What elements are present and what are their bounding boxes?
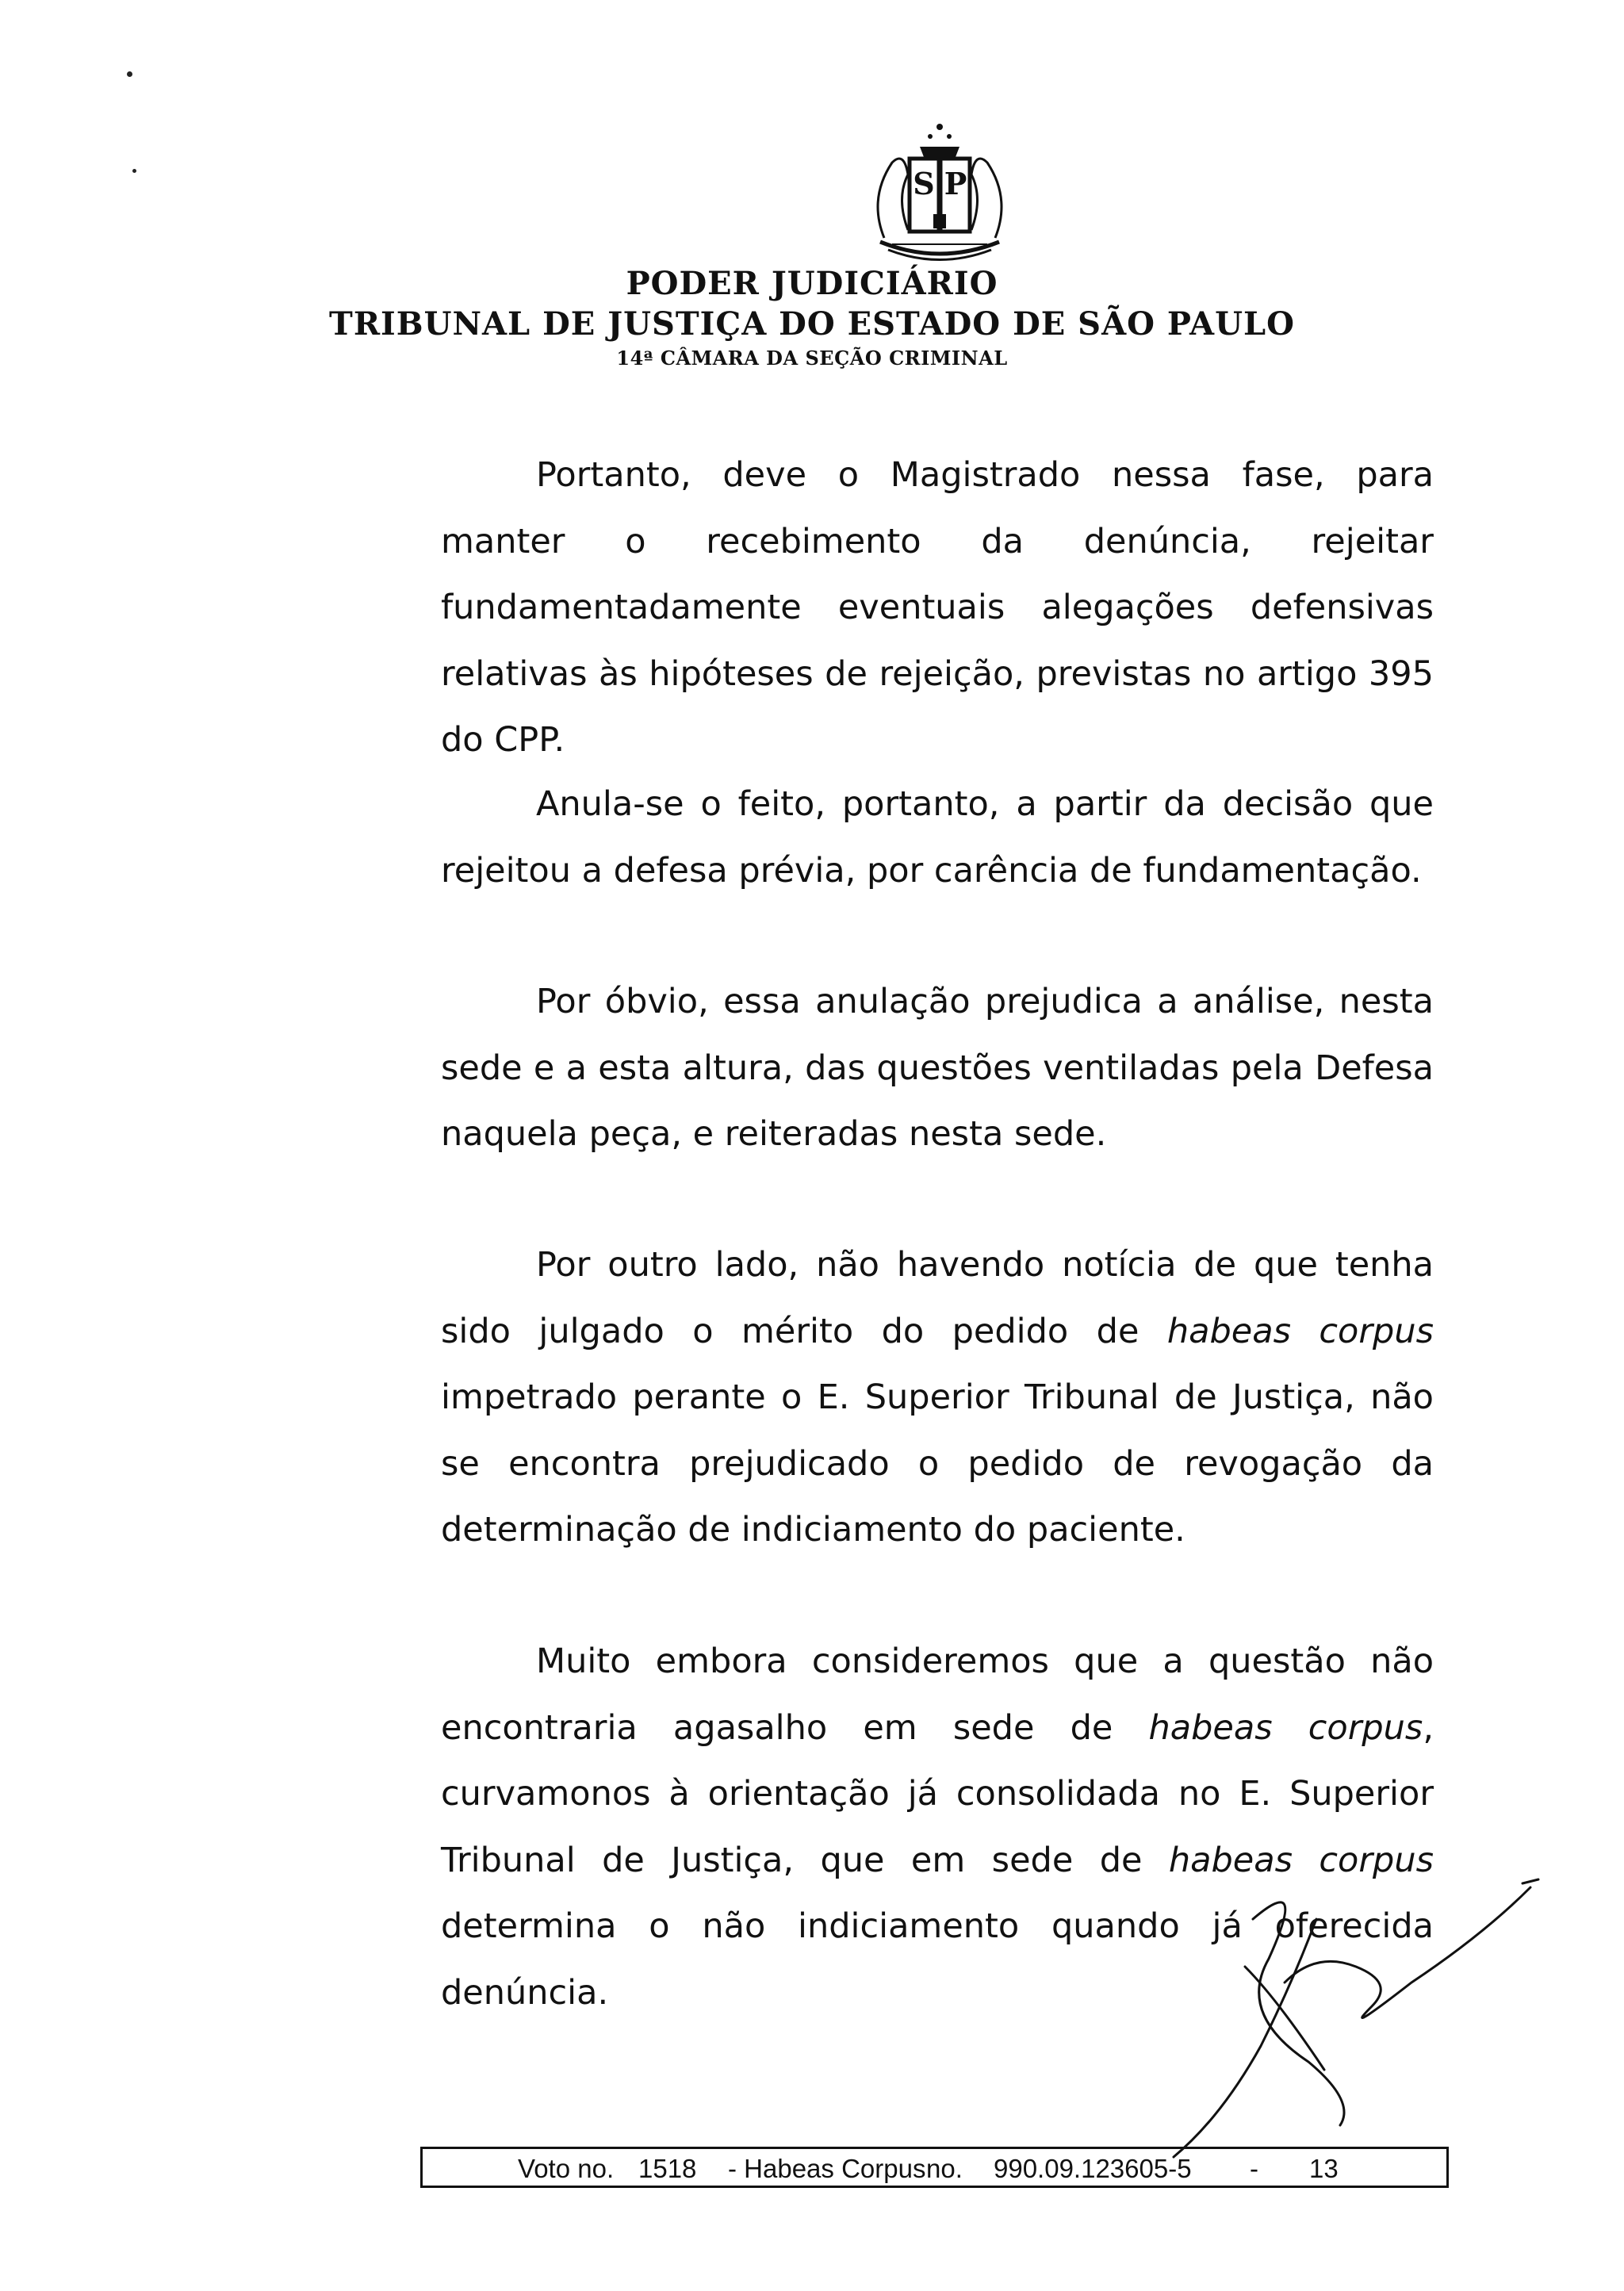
header-camara: 14ª CÂMARA DA SEÇÃO CRIMINAL (616, 347, 1008, 370)
scan-speck (132, 169, 136, 173)
header-tribunal: TRIBUNAL DE JUSTIÇA DO ESTADO DE SÃO PAULO (329, 305, 1295, 343)
svg-text:P: P (944, 166, 967, 201)
paragraph-text: Por óbvio, essa anulação prejudica a análise, nesta sede e a esta altura, das questões ventiladas pela Defesa naquela peça, e reiteradas nesta sede. (441, 982, 1434, 1154)
paragraph (441, 1232, 1434, 1564)
italic-term: habeas corpus (1148, 1707, 1423, 1748)
header-poder-judiciario: PODER JUDICIÁRIO (626, 265, 998, 302)
footer-voto-number: 1518 (638, 2154, 697, 2183)
italic-term: habeas corpus (1168, 1840, 1434, 1880)
paragraph-text: Por outro lado, não havendo notícia de que tenha sido julgado o mérito do pedido de (441, 1245, 1434, 1351)
paragraph-text: Portanto, deve o Magistrado nessa fase, para manter o recebimento da denúncia, rejeitar fundamentadamente eventuais alegações defensivas relativas às hipóteses de rejeição, previstas no artigo 395 do CPP. (441, 455, 1434, 760)
paragraph-text: impetrado perante o E. Superior Tribunal de Justiça, não se encontra prejudicado o pedido de revogação da determinação de indiciamento do paciente. (441, 1377, 1434, 1550)
italic-term: habeas corpus (1166, 1311, 1434, 1351)
handwritten-signature (1150, 1864, 1562, 2165)
footer-no-label: no. (926, 2154, 963, 2183)
paragraph (441, 772, 1434, 904)
footer-separator: - (1250, 2154, 1258, 2183)
svg-text:S: S (913, 166, 935, 201)
paragraph-text: determina o não indiciamento quando já oferecida denúncia. (441, 1906, 1434, 2013)
footer-case-reference (420, 2147, 1449, 2188)
paragraph-text: Muito embora consideremos que a questão não encontraria agasalho em sede de (441, 1642, 1434, 1748)
paragraph (441, 969, 1434, 1168)
footer-page-number: 13 (1309, 2154, 1339, 2183)
scan-speck (127, 71, 132, 77)
footer-case-number: 990.09.123605-5 (994, 2154, 1192, 2183)
paragraph (441, 442, 1434, 774)
document-body (441, 0, 1434, 2141)
footer-voto-label: Voto no. (518, 2154, 615, 2183)
footer-case-label: - Habeas Corpus (728, 2154, 926, 2183)
paragraph-text: , curvamonos à orientação já consolidada no E. Superior Tribunal de Justiça, que em sede de (441, 1707, 1434, 1880)
paragraph-text: Anula-se o feito, portanto, a partir da decisão que rejeitou a defesa prévia, por carência de fundamentação. (441, 784, 1434, 891)
